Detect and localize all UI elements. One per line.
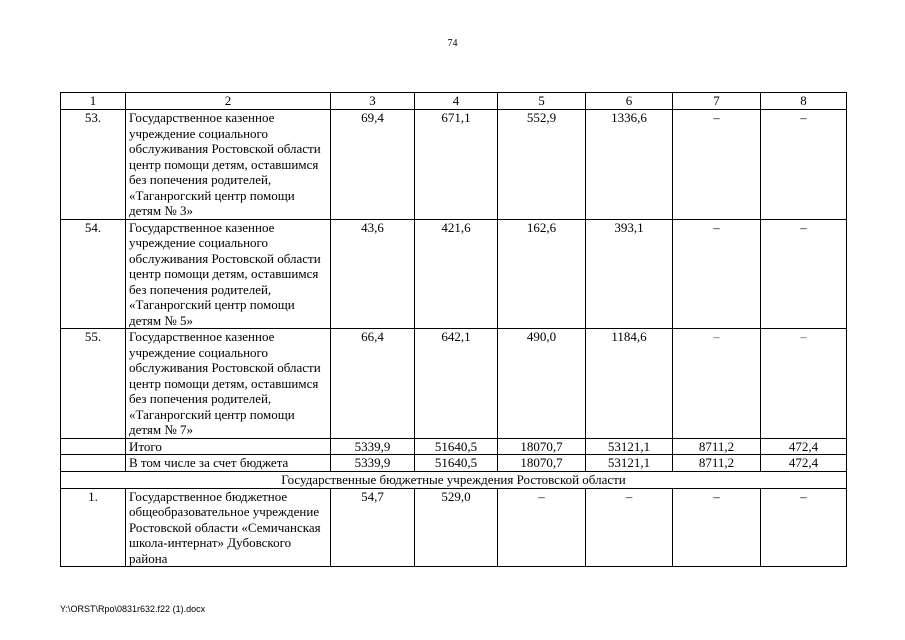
table-row (61, 110, 847, 220)
header-row (61, 93, 847, 110)
value-cell: 8711,2 (673, 438, 761, 455)
total-label: Итого (126, 438, 331, 455)
empty-cell (61, 455, 126, 472)
institution-name: Государственное казенное учреждение социального обслуживания Ростовской области центр помощи детям, оставшимся без попечения родителей, «Таганрогский центр помощи детям № 7» (126, 329, 331, 439)
value-cell: – (673, 219, 761, 329)
value-cell: 642,1 (415, 329, 498, 439)
header-cell: 5 (498, 93, 586, 110)
value-cell: 529,0 (415, 488, 498, 567)
section-row (61, 471, 847, 488)
value-cell: 53121,1 (586, 455, 673, 472)
institution-name: Государственное казенное учреждение социального обслуживания Ростовской области центр помощи детям, оставшимся без попечения родителей, «Таганрогский центр помощи детям № 3» (126, 110, 331, 220)
value-cell: 53121,1 (586, 438, 673, 455)
budget-label: В том числе за счет бюджета (126, 455, 331, 472)
row-number: 53. (61, 110, 126, 220)
value-cell: 1336,6 (586, 110, 673, 220)
value-cell: – (761, 329, 847, 439)
value-cell: 8711,2 (673, 455, 761, 472)
table-row (61, 329, 847, 439)
value-cell: 54,7 (331, 488, 415, 567)
value-cell: 472,4 (761, 455, 847, 472)
value-cell: – (673, 110, 761, 220)
header-cell: 7 (673, 93, 761, 110)
row-number: 1. (61, 488, 126, 567)
value-cell: – (673, 329, 761, 439)
total-row (61, 438, 847, 455)
value-cell: 5339,9 (331, 455, 415, 472)
header-cell: 1 (61, 93, 126, 110)
section-title: Государственные бюджетные учреждения Ростовской области (61, 471, 847, 488)
value-cell: – (586, 488, 673, 567)
row-number: 54. (61, 219, 126, 329)
institution-name: Государственное бюджетное общеобразовательное учреждение Ростовской области «Семичанская школа-интернат» Дубовского района (126, 488, 331, 567)
header-cell: 4 (415, 93, 498, 110)
value-cell: 51640,5 (415, 455, 498, 472)
value-cell: 51640,5 (415, 438, 498, 455)
value-cell: 1184,6 (586, 329, 673, 439)
row-number: 55. (61, 329, 126, 439)
value-cell: 18070,7 (498, 455, 586, 472)
header-cell: 2 (126, 93, 331, 110)
header-cell: 6 (586, 93, 673, 110)
value-cell: – (761, 488, 847, 567)
value-cell: 552,9 (498, 110, 586, 220)
footer-file-path: Y:\ORST\Rpo\0831r632.f22 (1).docx (60, 604, 206, 614)
budget-row (61, 455, 847, 472)
institution-name: Государственное казенное учреждение социального обслуживания Ростовской области центр помощи детям, оставшимся без попечения родителей, «Таганрогский центр помощи детям № 5» (126, 219, 331, 329)
value-cell: 162,6 (498, 219, 586, 329)
value-cell: 69,4 (331, 110, 415, 220)
value-cell: 393,1 (586, 219, 673, 329)
value-cell: 5339,9 (331, 438, 415, 455)
table-row (61, 219, 847, 329)
value-cell: – (498, 488, 586, 567)
value-cell: – (761, 219, 847, 329)
data-table (60, 92, 847, 567)
value-cell: 671,1 (415, 110, 498, 220)
table-row (61, 488, 847, 567)
value-cell: – (673, 488, 761, 567)
value-cell: – (761, 110, 847, 220)
empty-cell (61, 438, 126, 455)
value-cell: 421,6 (415, 219, 498, 329)
value-cell: 18070,7 (498, 438, 586, 455)
value-cell: 43,6 (331, 219, 415, 329)
page-number: 74 (447, 38, 458, 49)
header-cell: 3 (331, 93, 415, 110)
value-cell: 66,4 (331, 329, 415, 439)
value-cell: 472,4 (761, 438, 847, 455)
value-cell: 490,0 (498, 329, 586, 439)
header-cell: 8 (761, 93, 847, 110)
